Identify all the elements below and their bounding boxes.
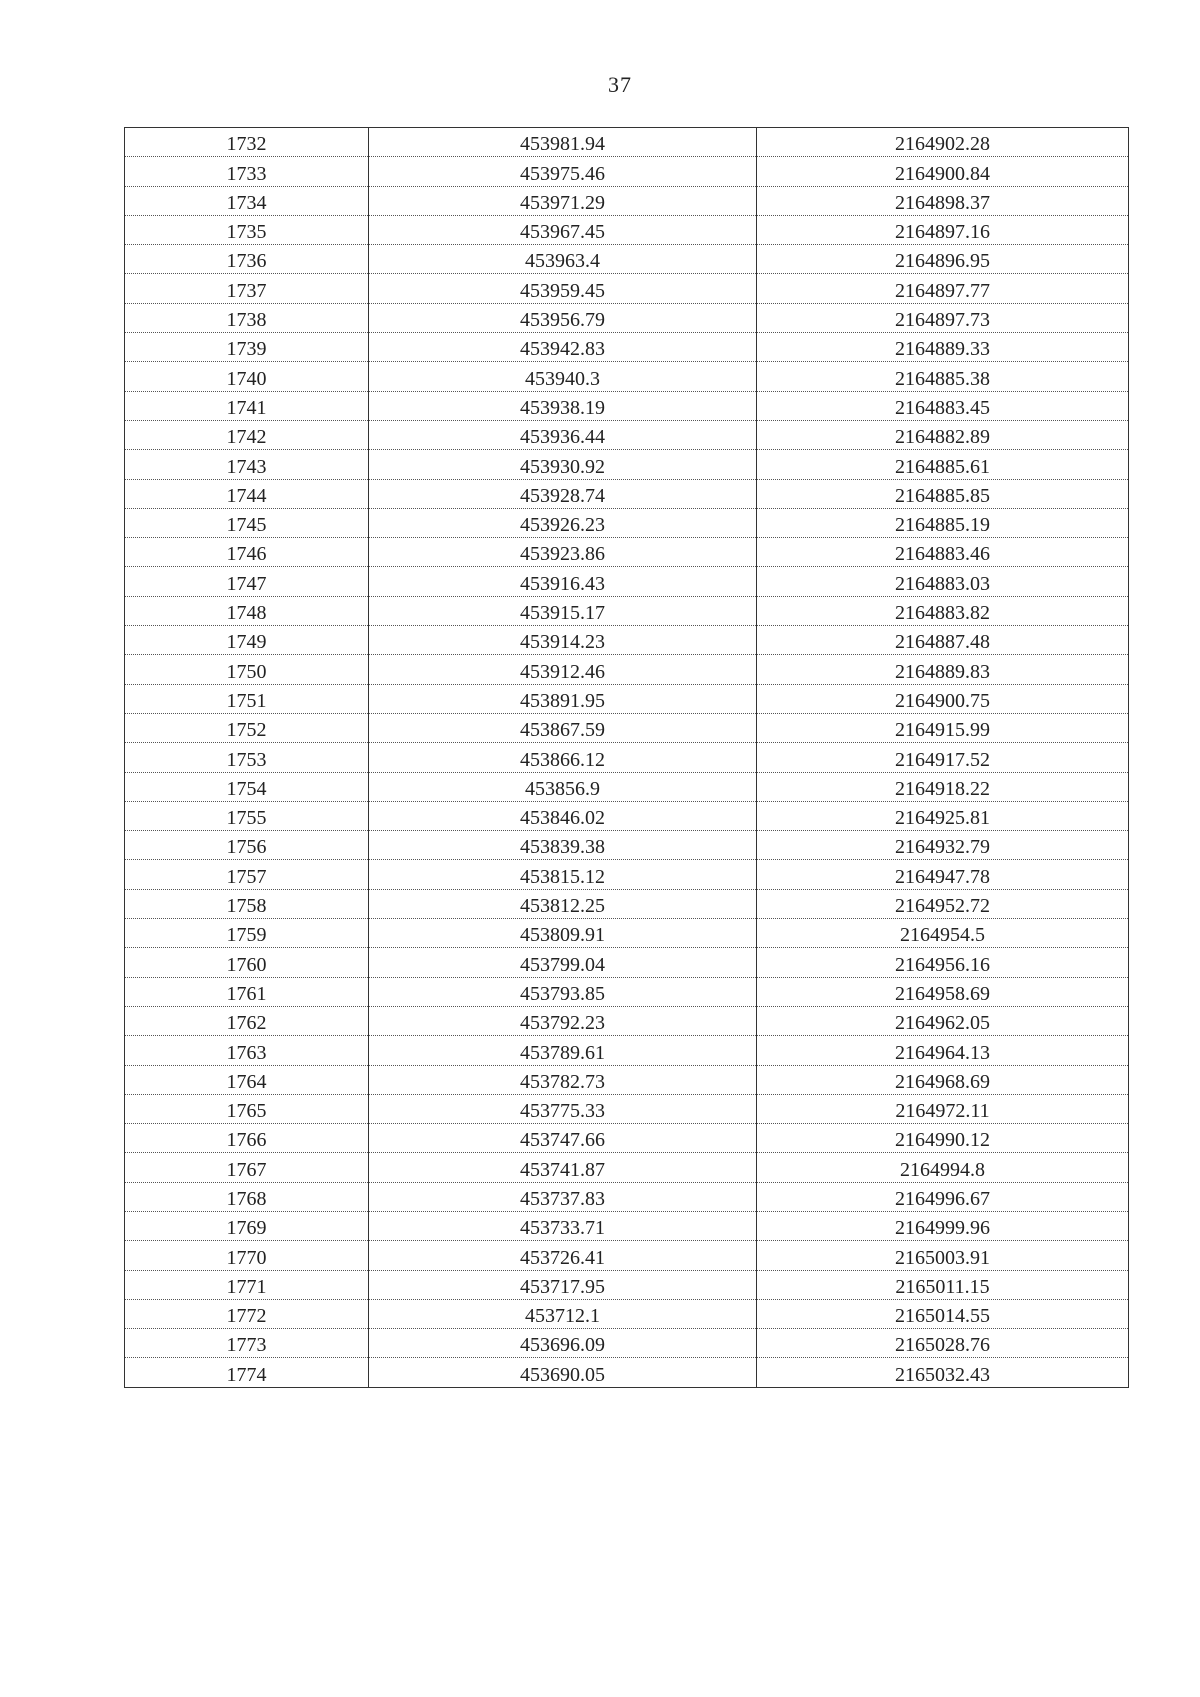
table-row — [125, 889, 1129, 918]
point-id-cell: 1761 — [125, 977, 369, 1006]
x-coordinate-cell: 453914.23 — [369, 626, 757, 655]
table-row — [125, 215, 1129, 244]
x-coordinate-cell: 453923.86 — [369, 538, 757, 567]
y-coordinate-cell: 2164968.69 — [757, 1065, 1129, 1094]
y-coordinate-cell: 2164918.22 — [757, 772, 1129, 801]
y-coordinate-cell: 2165011.15 — [757, 1270, 1129, 1299]
x-coordinate-cell: 453936.44 — [369, 420, 757, 449]
x-coordinate-cell: 453971.29 — [369, 186, 757, 215]
point-id-cell: 1768 — [125, 1182, 369, 1211]
point-id-cell: 1732 — [125, 128, 369, 157]
table-row — [125, 391, 1129, 420]
y-coordinate-cell: 2165032.43 — [757, 1358, 1129, 1387]
x-coordinate-cell: 453942.83 — [369, 333, 757, 362]
point-id-cell: 1773 — [125, 1329, 369, 1358]
table-row — [125, 508, 1129, 537]
point-id-cell: 1754 — [125, 772, 369, 801]
y-coordinate-cell: 2164925.81 — [757, 801, 1129, 830]
x-coordinate-cell: 453846.02 — [369, 801, 757, 830]
coordinates-table-body — [125, 128, 1129, 1388]
table-row — [125, 831, 1129, 860]
point-id-cell: 1757 — [125, 860, 369, 889]
point-id-cell: 1739 — [125, 333, 369, 362]
y-coordinate-cell: 2164999.96 — [757, 1211, 1129, 1240]
x-coordinate-cell: 453956.79 — [369, 303, 757, 332]
table-row — [125, 1153, 1129, 1182]
y-coordinate-cell: 2164882.89 — [757, 420, 1129, 449]
point-id-cell: 1769 — [125, 1211, 369, 1240]
y-coordinate-cell: 2164896.95 — [757, 245, 1129, 274]
point-id-cell: 1766 — [125, 1124, 369, 1153]
y-coordinate-cell: 2164889.83 — [757, 655, 1129, 684]
y-coordinate-cell: 2164902.28 — [757, 128, 1129, 157]
y-coordinate-cell: 2165028.76 — [757, 1329, 1129, 1358]
x-coordinate-cell: 453839.38 — [369, 831, 757, 860]
point-id-cell: 1736 — [125, 245, 369, 274]
y-coordinate-cell: 2164897.77 — [757, 274, 1129, 303]
coordinates-table — [124, 127, 1129, 1388]
point-id-cell: 1753 — [125, 743, 369, 772]
point-id-cell: 1749 — [125, 626, 369, 655]
table-row — [125, 128, 1129, 157]
x-coordinate-cell: 453712.1 — [369, 1299, 757, 1328]
table-row — [125, 655, 1129, 684]
table-row — [125, 245, 1129, 274]
x-coordinate-cell: 453940.3 — [369, 362, 757, 391]
point-id-cell: 1744 — [125, 479, 369, 508]
x-coordinate-cell: 453690.05 — [369, 1358, 757, 1387]
y-coordinate-cell: 2164883.03 — [757, 567, 1129, 596]
y-coordinate-cell: 2164952.72 — [757, 889, 1129, 918]
y-coordinate-cell: 2164897.73 — [757, 303, 1129, 332]
y-coordinate-cell: 2164885.85 — [757, 479, 1129, 508]
point-id-cell: 1758 — [125, 889, 369, 918]
table-row — [125, 1270, 1129, 1299]
y-coordinate-cell: 2164900.75 — [757, 684, 1129, 713]
x-coordinate-cell: 453815.12 — [369, 860, 757, 889]
point-id-cell: 1771 — [125, 1270, 369, 1299]
y-coordinate-cell: 2164958.69 — [757, 977, 1129, 1006]
point-id-cell: 1746 — [125, 538, 369, 567]
point-id-cell: 1751 — [125, 684, 369, 713]
x-coordinate-cell: 453866.12 — [369, 743, 757, 772]
x-coordinate-cell: 453912.46 — [369, 655, 757, 684]
table-row — [125, 1329, 1129, 1358]
table-row — [125, 713, 1129, 742]
x-coordinate-cell: 453717.95 — [369, 1270, 757, 1299]
table-row — [125, 1065, 1129, 1094]
x-coordinate-cell: 453747.66 — [369, 1124, 757, 1153]
y-coordinate-cell: 2164889.33 — [757, 333, 1129, 362]
y-coordinate-cell: 2164996.67 — [757, 1182, 1129, 1211]
point-id-cell: 1755 — [125, 801, 369, 830]
y-coordinate-cell: 2164947.78 — [757, 860, 1129, 889]
table-row — [125, 948, 1129, 977]
point-id-cell: 1735 — [125, 215, 369, 244]
x-coordinate-cell: 453733.71 — [369, 1211, 757, 1240]
x-coordinate-cell: 453930.92 — [369, 450, 757, 479]
table-row — [125, 1036, 1129, 1065]
y-coordinate-cell: 2164990.12 — [757, 1124, 1129, 1153]
point-id-cell: 1742 — [125, 420, 369, 449]
y-coordinate-cell: 2164900.84 — [757, 157, 1129, 186]
table-row — [125, 1358, 1129, 1387]
point-id-cell: 1745 — [125, 508, 369, 537]
y-coordinate-cell: 2164994.8 — [757, 1153, 1129, 1182]
table-row — [125, 538, 1129, 567]
x-coordinate-cell: 453981.94 — [369, 128, 757, 157]
point-id-cell: 1764 — [125, 1065, 369, 1094]
point-id-cell: 1756 — [125, 831, 369, 860]
y-coordinate-cell: 2164885.61 — [757, 450, 1129, 479]
point-id-cell: 1767 — [125, 1153, 369, 1182]
point-id-cell: 1763 — [125, 1036, 369, 1065]
table-row — [125, 801, 1129, 830]
table-row — [125, 919, 1129, 948]
y-coordinate-cell: 2164962.05 — [757, 1006, 1129, 1035]
x-coordinate-cell: 453726.41 — [369, 1241, 757, 1270]
x-coordinate-cell: 453975.46 — [369, 157, 757, 186]
x-coordinate-cell: 453928.74 — [369, 479, 757, 508]
table-row — [125, 860, 1129, 889]
table-row — [125, 186, 1129, 215]
x-coordinate-cell: 453891.95 — [369, 684, 757, 713]
y-coordinate-cell: 2164964.13 — [757, 1036, 1129, 1065]
y-coordinate-cell: 2164917.52 — [757, 743, 1129, 772]
point-id-cell: 1743 — [125, 450, 369, 479]
table-row — [125, 743, 1129, 772]
point-id-cell: 1748 — [125, 596, 369, 625]
y-coordinate-cell: 2164898.37 — [757, 186, 1129, 215]
table-row — [125, 626, 1129, 655]
y-coordinate-cell: 2164972.11 — [757, 1094, 1129, 1123]
table-row — [125, 1241, 1129, 1270]
x-coordinate-cell: 453792.23 — [369, 1006, 757, 1035]
table-row — [125, 450, 1129, 479]
table-row — [125, 479, 1129, 508]
x-coordinate-cell: 453915.17 — [369, 596, 757, 625]
table-row — [125, 1182, 1129, 1211]
table-row — [125, 1094, 1129, 1123]
point-id-cell: 1741 — [125, 391, 369, 420]
x-coordinate-cell: 453741.87 — [369, 1153, 757, 1182]
x-coordinate-cell: 453916.43 — [369, 567, 757, 596]
point-id-cell: 1752 — [125, 713, 369, 742]
table-row — [125, 567, 1129, 596]
table-row — [125, 420, 1129, 449]
table-row — [125, 362, 1129, 391]
x-coordinate-cell: 453789.61 — [369, 1036, 757, 1065]
y-coordinate-cell: 2164956.16 — [757, 948, 1129, 977]
x-coordinate-cell: 453959.45 — [369, 274, 757, 303]
table-row — [125, 684, 1129, 713]
y-coordinate-cell: 2164932.79 — [757, 831, 1129, 860]
point-id-cell: 1762 — [125, 1006, 369, 1035]
point-id-cell: 1765 — [125, 1094, 369, 1123]
table-row — [125, 303, 1129, 332]
y-coordinate-cell: 2164885.19 — [757, 508, 1129, 537]
y-coordinate-cell: 2164883.45 — [757, 391, 1129, 420]
point-id-cell: 1740 — [125, 362, 369, 391]
point-id-cell: 1750 — [125, 655, 369, 684]
x-coordinate-cell: 453856.9 — [369, 772, 757, 801]
point-id-cell: 1737 — [125, 274, 369, 303]
table-row — [125, 1006, 1129, 1035]
y-coordinate-cell: 2165014.55 — [757, 1299, 1129, 1328]
table-row — [125, 333, 1129, 362]
point-id-cell: 1738 — [125, 303, 369, 332]
table-row — [125, 1124, 1129, 1153]
y-coordinate-cell: 2164887.48 — [757, 626, 1129, 655]
table-row — [125, 1211, 1129, 1240]
y-coordinate-cell: 2165003.91 — [757, 1241, 1129, 1270]
point-id-cell: 1747 — [125, 567, 369, 596]
x-coordinate-cell: 453963.4 — [369, 245, 757, 274]
y-coordinate-cell: 2164883.82 — [757, 596, 1129, 625]
x-coordinate-cell: 453793.85 — [369, 977, 757, 1006]
x-coordinate-cell: 453812.25 — [369, 889, 757, 918]
x-coordinate-cell: 453938.19 — [369, 391, 757, 420]
table-row — [125, 772, 1129, 801]
table-row — [125, 1299, 1129, 1328]
x-coordinate-cell: 453809.91 — [369, 919, 757, 948]
x-coordinate-cell: 453867.59 — [369, 713, 757, 742]
y-coordinate-cell: 2164885.38 — [757, 362, 1129, 391]
x-coordinate-cell: 453799.04 — [369, 948, 757, 977]
table-row — [125, 596, 1129, 625]
x-coordinate-cell: 453737.83 — [369, 1182, 757, 1211]
point-id-cell: 1760 — [125, 948, 369, 977]
y-coordinate-cell: 2164915.99 — [757, 713, 1129, 742]
table-row — [125, 274, 1129, 303]
y-coordinate-cell: 2164883.46 — [757, 538, 1129, 567]
point-id-cell: 1733 — [125, 157, 369, 186]
y-coordinate-cell: 2164954.5 — [757, 919, 1129, 948]
x-coordinate-cell: 453696.09 — [369, 1329, 757, 1358]
point-id-cell: 1734 — [125, 186, 369, 215]
point-id-cell: 1770 — [125, 1241, 369, 1270]
x-coordinate-cell: 453775.33 — [369, 1094, 757, 1123]
x-coordinate-cell: 453967.45 — [369, 215, 757, 244]
x-coordinate-cell: 453782.73 — [369, 1065, 757, 1094]
page-number: 37 — [608, 72, 632, 97]
point-id-cell: 1772 — [125, 1299, 369, 1328]
table-row — [125, 977, 1129, 1006]
point-id-cell: 1759 — [125, 919, 369, 948]
point-id-cell: 1774 — [125, 1358, 369, 1387]
x-coordinate-cell: 453926.23 — [369, 508, 757, 537]
y-coordinate-cell: 2164897.16 — [757, 215, 1129, 244]
table-row — [125, 157, 1129, 186]
